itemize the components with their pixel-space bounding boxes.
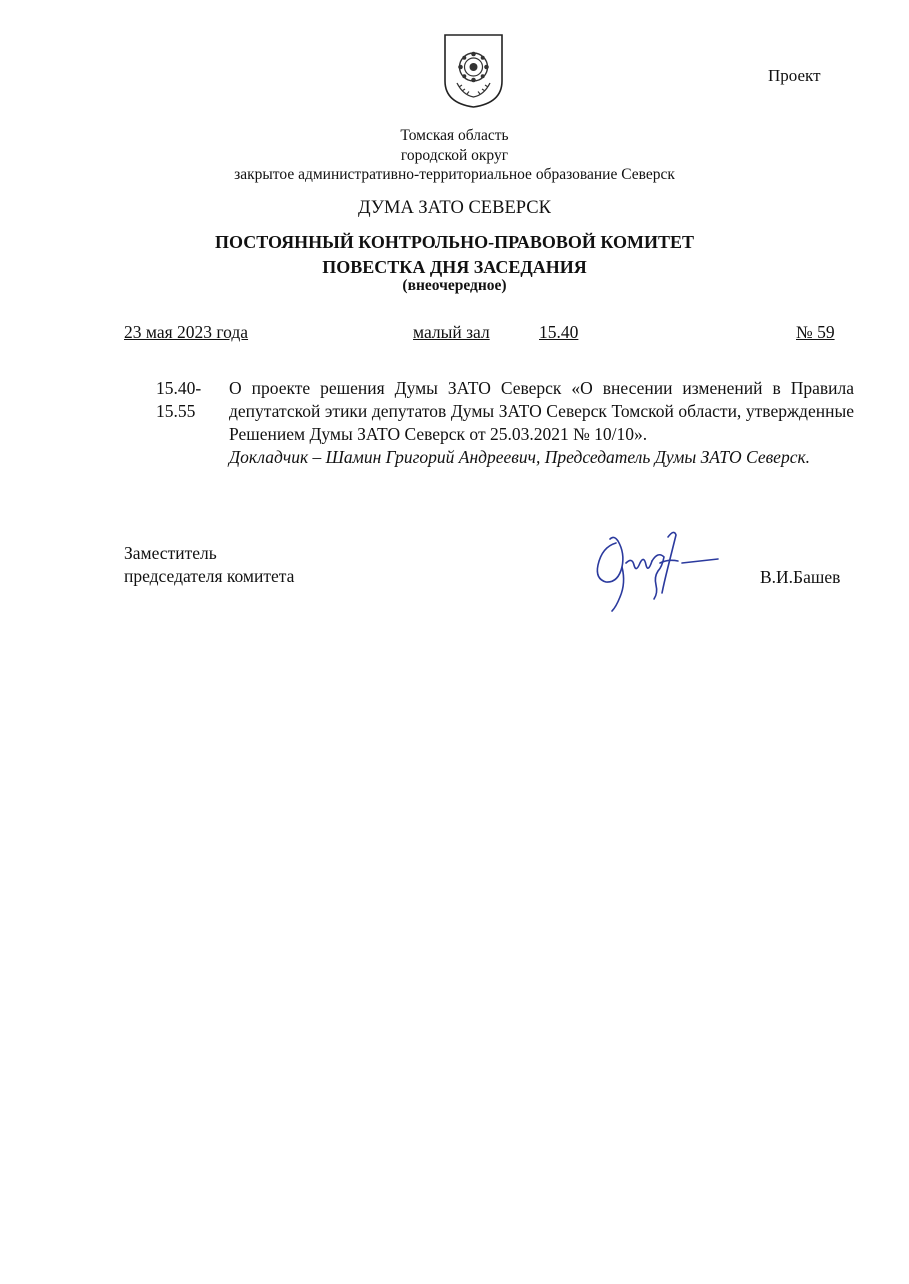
role-line-2: председателя комитета	[124, 566, 295, 586]
agenda-item-text: О проекте решения Думы ЗАТО Северск «О внесении изменений в Правила депутатской этики депутатов Думы ЗАТО Северск Томской области, утвержденные Решением Думы ЗАТО Северск от 25.03.2021 № 10/10».	[229, 378, 854, 444]
draft-label: Проект	[768, 66, 821, 85]
coat-of-arms-icon	[443, 33, 504, 109]
agenda-title: ПОВЕСТКА ДНЯ ЗАСЕДАНИЯ	[322, 257, 587, 277]
meeting-date: 23 мая 2023 года	[124, 322, 249, 342]
meeting-room: малый зал	[413, 322, 490, 342]
meeting-time: 15.40	[539, 322, 579, 342]
handwritten-signature	[592, 527, 722, 615]
agenda-item-speaker: Докладчик – Шамин Григорий Андреевич, Председатель Думы ЗАТО Северск.	[229, 447, 811, 467]
agenda-item-time	[156, 377, 201, 423]
duma-name: ДУМА ЗАТО СЕВЕРСК	[358, 198, 551, 218]
committee-heading	[0, 230, 909, 280]
region-block	[0, 126, 909, 185]
role-line-1: Заместитель	[124, 543, 217, 563]
district-line: городской округ	[400, 146, 509, 164]
meeting-number: № 59	[796, 322, 835, 342]
region-line: Томская область	[400, 127, 509, 144]
time-start: 15.40-	[156, 378, 202, 398]
zato-line: закрытое административно-территориальное образование Северск	[234, 166, 675, 183]
signatory-name: В.И.Башев	[760, 567, 841, 587]
committee-title: ПОСТОЯННЫЙ КОНТРОЛЬНО-ПРАВОВОЙ КОМИТЕТ	[214, 232, 694, 252]
session-type: (внеочередное)	[402, 277, 507, 294]
signatory-role	[124, 542, 294, 588]
time-end: 15.55	[156, 401, 196, 421]
agenda-item	[229, 377, 854, 469]
